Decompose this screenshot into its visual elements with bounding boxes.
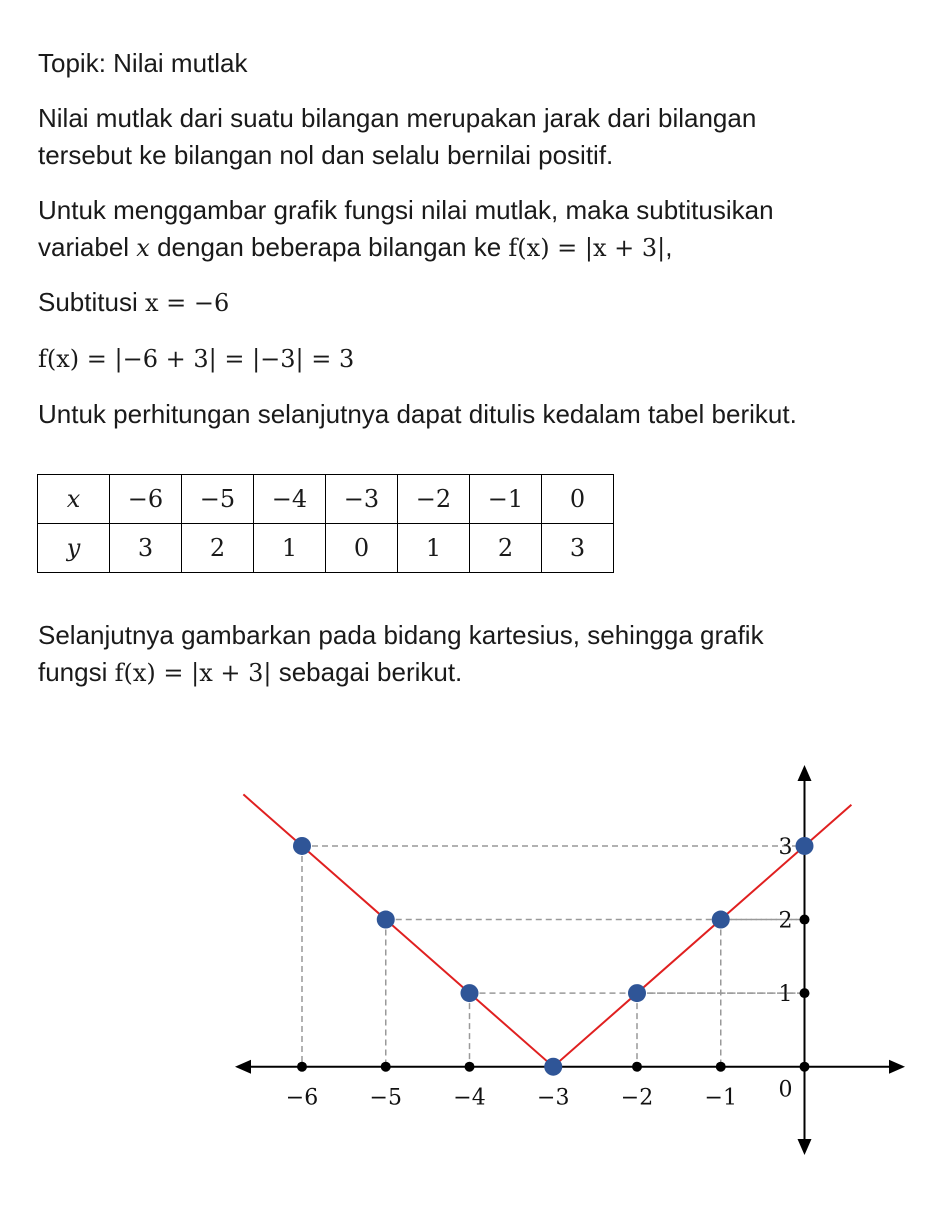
definition-line-2: tersebut ke bilangan nol dan selalu bernilai positif.: [38, 140, 614, 170]
x-tick-label: −6: [285, 1085, 319, 1111]
graph-intro-function: f(x) = |x + 3|: [114, 659, 272, 687]
x-axis-arrow-left: [235, 1060, 251, 1074]
table-cell-y: 1: [254, 524, 326, 573]
y-axis-tick-dot: [800, 988, 810, 998]
method-line-2-mid: dengan beberapa bilangan ke: [157, 232, 502, 262]
topic-line: [38, 45, 248, 82]
x-axis-tick-dot: [716, 1062, 726, 1072]
x-tick-label: −5: [369, 1085, 402, 1111]
value-table: [37, 474, 614, 573]
substitution-label: Subtitusi: [38, 287, 138, 317]
graph-intro-line-2-pre: fungsi: [38, 657, 108, 687]
substitution-calc-line: [38, 340, 354, 378]
definition-line-1: Nilai mutlak dari suatu bilangan merupakan jarak dari bilangan: [38, 103, 757, 133]
x-axis-tick-dot: [465, 1062, 475, 1072]
method-line-2-pre: variabel: [38, 232, 130, 262]
data-point: [377, 911, 395, 929]
x-tick-label: −1: [704, 1085, 737, 1111]
table-intro-text: Untuk perhitungan selanjutnya dapat ditulis kedalam tabel berikut.: [38, 399, 797, 429]
y-axis-arrow-down: [798, 1139, 812, 1155]
x-axis-tick-dot: [381, 1062, 391, 1072]
data-point: [628, 984, 646, 1002]
method-line-2-end: ,: [665, 232, 673, 262]
method-variable-x: x: [136, 234, 150, 262]
x-tick-label: −2: [620, 1085, 654, 1111]
table-cell-x: −5: [182, 475, 254, 524]
y-tick-label: 3: [778, 834, 793, 860]
table-cell-y: 3: [542, 524, 614, 573]
table-cell-x: −6: [110, 475, 182, 524]
function-line: [243, 794, 851, 1066]
method-function: f(x) = |x + 3|: [508, 234, 666, 262]
data-point: [293, 837, 311, 855]
table-row-x: [38, 475, 614, 524]
table-header-x: x: [38, 475, 110, 524]
graph-intro-paragraph: [38, 617, 764, 692]
graph-intro-line-1: Selanjutnya gambarkan pada bidang kartesius, sehingga grafik: [38, 620, 764, 650]
y-axis-tick-dot: [800, 915, 810, 925]
topic-text: Topik: Nilai mutlak: [38, 48, 248, 78]
data-point: [796, 837, 814, 855]
table-cell-x: −4: [254, 475, 326, 524]
table-header-y: y: [38, 524, 110, 573]
table-cell-y: 0: [326, 524, 398, 573]
substitution-line: [38, 284, 229, 322]
x-axis-tick-dot: [632, 1062, 642, 1072]
x-tick-label: −4: [453, 1085, 486, 1111]
y-tick-label: 2: [778, 908, 793, 934]
table-cell-y: 2: [182, 524, 254, 573]
table-cell-y: 1: [398, 524, 470, 573]
data-point: [544, 1058, 562, 1076]
method-line-1: Untuk menggambar grafik fungsi nilai mutlak, maka subtitusikan: [38, 195, 774, 225]
table-cell-x: 0: [542, 475, 614, 524]
table-row-y: [38, 524, 614, 573]
table-cell-x: −2: [398, 475, 470, 524]
method-paragraph: [38, 192, 774, 267]
x-axis-arrow-right: [889, 1060, 905, 1074]
table-cell-x: −3: [326, 475, 398, 524]
definition-paragraph: [38, 100, 756, 174]
x-axis-tick-dot: [800, 1062, 810, 1072]
data-point: [712, 911, 730, 929]
graph-intro-line-2-end: sebagai berikut.: [278, 657, 463, 687]
table-intro-line: [38, 396, 797, 433]
table-cell-y: 2: [470, 524, 542, 573]
data-point: [461, 984, 479, 1002]
x-axis-tick-dot: [297, 1062, 307, 1072]
y-tick-label: 1: [778, 982, 793, 1008]
absolute-value-graph: [220, 750, 920, 1170]
substitution-calculation: f(x) = |−6 + 3| = |−3| = 3: [38, 345, 355, 373]
origin-label: 0: [778, 1077, 793, 1103]
x-tick-label: −3: [537, 1085, 570, 1111]
y-axis-arrow-up: [798, 765, 812, 781]
table-cell-x: −1: [470, 475, 542, 524]
table-cell-y: 3: [110, 524, 182, 573]
substitution-expression: x = −6: [144, 289, 230, 317]
